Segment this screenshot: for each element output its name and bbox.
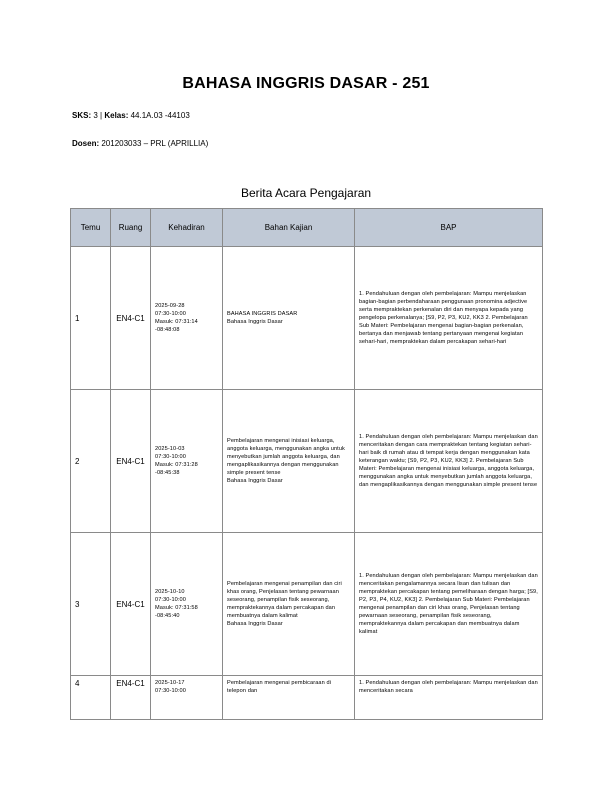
kehadiran-time: 07:30-10:00	[155, 311, 186, 317]
cell-temu: 4	[71, 676, 111, 720]
document-title: BAHASA INGGRIS DASAR - 251	[182, 75, 430, 92]
cell-ruang: EN4-C1	[111, 676, 151, 720]
sks-label: SKS:	[72, 111, 92, 120]
bahan-text: Pembelajaran mengenai penampilan dan ciri khas orang, Penjelasan tentang pewarnaan seseorang, penampilan fisik seseorang, mempraktekannya dalam percakapan dan membuatnya dalam kalimat Bahasa Inggris Dasar	[227, 581, 342, 627]
cell-bap	[355, 533, 543, 676]
cell-bahan-kajian	[223, 247, 355, 390]
kehadiran-keluar: -08:45:38	[155, 470, 180, 476]
cell-temu: 3	[71, 533, 111, 676]
kehadiran-masuk: Masuk: 07:31:28	[155, 462, 198, 468]
kehadiran-date: 2025-10-03	[155, 446, 185, 452]
separator: |	[100, 111, 103, 120]
bap-text: 1. Pendahuluan dengan oleh pembelajaran: Mampu menjelaskan bagian-bagian perbendaharaan penggunaan pronomina adjective serta mempraktekan perkenalan diri dan menyapa kepada yang pengelopa perkenalanya; [S9, P2, P3, KU2, KK3 2. Pembelajaran Sub Materi: Pembelajaran mengenai bagian-bagian perkenalan, bertanya dan menjawab tentang pertanyaan mengenai kegiatan sehari-hari, mempraktekan dalam percakapan sehari-hari	[359, 291, 528, 345]
kehadiran-masuk: Masuk: 07:31:14	[155, 319, 198, 325]
dosen-value: 201203033 – PRL (APRILLIA)	[101, 139, 209, 148]
table-row	[71, 390, 543, 533]
sks-value: 3	[93, 111, 98, 120]
meta-line-sks	[72, 111, 190, 120]
bap-text: 1. Pendahuluan dengan oleh pembelajaran: Mampu menjelaskan dan menceritakan dengan cara mempraktekan tentang kegiatan sehari-hari baik di rumah atau di tempat kerja dengan menggunakan kata keterangan waktu; [S9, P2, P3, KU2, KK3] 2. Pembelajaran Sub Materi: Pembelajaran mengenai inisiasi keluarga, anggota keluarga, menggunakan angka untuk menyebutkan jumlah anggota keluarga, dan mengaplikasikannya dengan menggunakan simple present tense	[359, 434, 538, 488]
kelas-label: Kelas:	[104, 111, 129, 120]
table-header-row	[71, 209, 543, 247]
kehadiran-time: 07:30-10:00	[155, 597, 186, 603]
header-ruang: Ruang	[111, 209, 151, 247]
header-kehadiran: Kehadiran	[151, 209, 223, 247]
cell-bap	[355, 390, 543, 533]
cell-temu: 1	[71, 247, 111, 390]
section-title: Berita Acara Pengajaran	[240, 186, 372, 200]
cell-ruang: EN4-C1	[111, 390, 151, 533]
bahan-text: Pembelajaran mengenai pembicaraan di telepon dan	[227, 680, 332, 694]
cell-bap	[355, 676, 543, 720]
kehadiran-time: 07:30-10:00	[155, 454, 186, 460]
cell-ruang: EN4-C1	[111, 247, 151, 390]
cell-bahan-kajian	[223, 533, 355, 676]
kehadiran-keluar: -08:48:08	[155, 327, 180, 333]
bap-text: 1. Pendahuluan dengan oleh pembelajaran: Mampu menjelaskan dan menceritakan secara	[359, 680, 538, 694]
kehadiran-date: 2025-10-17	[155, 680, 185, 686]
cell-kehadiran	[151, 247, 223, 390]
kehadiran-masuk: Masuk: 07:31:58	[155, 605, 198, 611]
bahan-text: Pembelajaran mengenai inisiasi keluarga, anggota keluarga, menggunakan angka untuk menyebutkan jumlah anggota keluarga, dan mengaplikasikannya dengan menggunakan simple present tense Bahasa Inggris Dasar	[227, 438, 345, 484]
dosen-label: Dosen:	[72, 139, 100, 148]
cell-kehadiran	[151, 390, 223, 533]
cell-ruang: EN4-C1	[111, 533, 151, 676]
header-bap: BAP	[355, 209, 543, 247]
cell-kehadiran	[151, 676, 223, 720]
kehadiran-keluar: -08:45:40	[155, 613, 180, 619]
header-temu: Temu	[71, 209, 111, 247]
cell-temu: 2	[71, 390, 111, 533]
kelas-value: 44.1A.03 -44103	[130, 111, 190, 120]
bap-text: 1. Pendahuluan dengan oleh pembelajaran: Mampu menjelaskan dan menceritakan pengalamannya secara lisan dan tulisan dan mempraktekan percakapan tentang pemeliharaan dengan harga; [S9, P2, P3, P4, KU2, KK3] 2. Pembelajaran Sub Materi: Pembelajaran mengenai penampilan dan ciri khas orang, Penjelasan tentang pewarnaan seseorang, penampilan fisik seseorang, mempraktekannya dalam percakapan dan membuatnya dalam kalimat	[359, 573, 538, 635]
cell-kehadiran	[151, 533, 223, 676]
cell-bahan-kajian	[223, 676, 355, 720]
bahan-text: BAHASA INGGRIS DASAR Bahasa Inggris Dasar	[227, 311, 298, 325]
cell-bahan-kajian	[223, 390, 355, 533]
kehadiran-date: 2025-09-28	[155, 303, 185, 309]
table-row	[71, 533, 543, 676]
teaching-record-table	[70, 208, 543, 720]
kehadiran-time: 07:30-10:00	[155, 688, 186, 694]
cell-bap	[355, 247, 543, 390]
meta-line-dosen	[72, 139, 208, 148]
header-bahan-kajian: Bahan Kajian	[223, 209, 355, 247]
table-row	[71, 247, 543, 390]
kehadiran-date: 2025-10-10	[155, 589, 185, 595]
table-row	[71, 676, 543, 720]
